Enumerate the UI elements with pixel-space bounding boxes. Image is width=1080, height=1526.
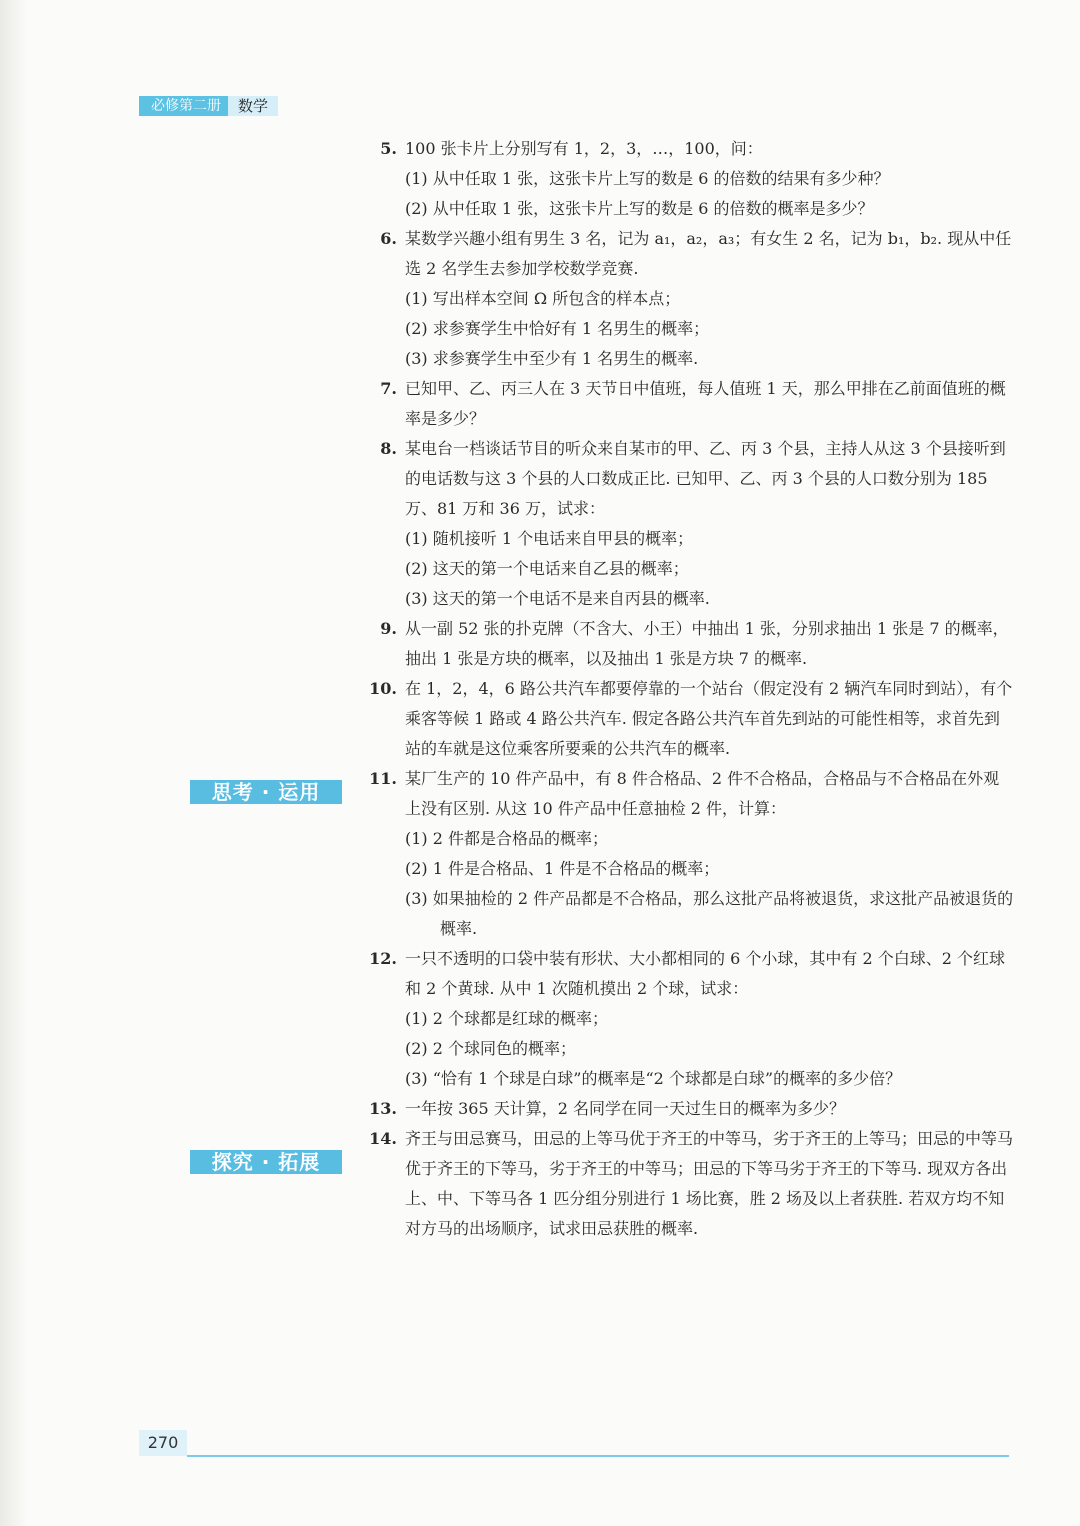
footer-rule — [187, 1455, 1009, 1457]
problem-5 — [368, 134, 1014, 224]
problem-10 — [368, 674, 1014, 764]
sub-question: (1) 从中任取 1 张，这张卡片上写的数是 6 的倍数的结果有多少种？ — [405, 169, 890, 188]
sub-question: (3) 求参赛学生中至少有 1 名男生的概率. — [405, 349, 699, 368]
sub-question: (3) 如果抽检的 2 件产品都是不合格品，那么这批产品将被退货，求这批产品被退货的概率. — [405, 889, 1014, 938]
problem-8 — [368, 434, 1014, 614]
book-spine-shadow — [0, 0, 28, 1526]
problem-text: 一只不透明的口袋中装有形状、大小都相同的 6 个小球，其中有 2 个白球、2 个红球和 2 个黄球. 从中 1 次随机摸出 2 个球，试求： — [405, 949, 1005, 998]
subject-title: 数学 — [228, 96, 278, 116]
sub-question: (1) 写出样本空间 Ω 所包含的样本点； — [405, 289, 681, 308]
problem-11 — [368, 764, 1014, 944]
problem-12 — [368, 944, 1014, 1094]
problem-6 — [368, 224, 1014, 374]
sub-question: (2) 从中任取 1 张，这张卡片上写的数是 6 的倍数的概率是多少？ — [405, 199, 874, 218]
problem-9 — [368, 614, 1014, 674]
problem-number: 10. — [369, 679, 397, 698]
problem-number: 13. — [369, 1099, 397, 1118]
problem-number: 11. — [369, 769, 397, 788]
sub-question: (1) 随机接听 1 个电话来自甲县的概率； — [405, 529, 694, 548]
problem-number: 6. — [380, 229, 397, 248]
problem-number: 9. — [380, 619, 397, 638]
sub-question: (1) 2 件都是合格品的概率； — [405, 829, 609, 848]
problem-text: 某电台一档谈话节目的听众来自某市的甲、乙、丙 3 个县，主持人从这 3 个县接听到的电话数与这 3 个县的人口数成正比. 已知甲、乙、丙 3 个县的人口数分别为 185 万、81 万和 36 万，试求： — [405, 439, 1006, 518]
section-tag-explore: 探究 · 拓展 — [190, 1150, 342, 1174]
problem-number: 5. — [380, 139, 397, 158]
problem-text: 齐王与田忌赛马，田忌的上等马优于齐王的中等马，劣于齐王的上等马；田忌的中等马优于齐王的下等马，劣于齐王的中等马；田忌的下等马劣于齐王的下等马. 现双方各出上、中、下等马各 1 匹分组分别进行 1 场比赛，胜 2 场及以上者获胜. 若双方均不知对方马的出场顺序，试求田忌获胜的概率. — [405, 1129, 1014, 1238]
sub-question: (2) 2 个球同色的概率； — [405, 1039, 577, 1058]
sub-question: (3) “恰有 1 个球是白球”的概率是“2 个球都是白球”的概率的多少倍？ — [405, 1069, 902, 1088]
problem-number: 7. — [380, 379, 397, 398]
problem-14 — [368, 1124, 1014, 1244]
problem-text: 某厂生产的 10 件产品中，有 8 件合格品、2 件不合格品，合格品与不合格品在外观上没有区别. 从这 10 件产品中任意抽检 2 件，计算： — [405, 769, 1000, 818]
sub-question: (2) 求参赛学生中恰好有 1 名男生的概率； — [405, 319, 710, 338]
page-number: 270 — [139, 1430, 187, 1456]
sub-question: (2) 1 件是合格品、1 件是不合格品的概率； — [405, 859, 720, 878]
problem-13 — [368, 1094, 1014, 1124]
problem-text: 从一副 52 张的扑克牌（不含大、小王）中抽出 1 张，分别求抽出 1 张是 7 的概率，抽出 1 张是方块的概率，以及抽出 1 张是方块 7 的概率. — [405, 619, 1009, 668]
problem-text: 已知甲、乙、丙三人在 3 天节日中值班，每人值班 1 天，那么甲排在乙前面值班的概率是多少？ — [405, 379, 1006, 428]
problem-number: 12. — [369, 949, 397, 968]
section-tag-apply: 思考 · 运用 — [190, 780, 342, 804]
problem-number: 14. — [369, 1129, 397, 1148]
exercise-list — [368, 134, 1014, 1244]
problem-text: 在 1，2，4，6 路公共汽车都要停靠的一个站台（假定没有 2 辆汽车同时到站），有个乘客等候 1 路或 4 路公共汽车. 假定各路公共汽车首先到站的可能性相等，求首先到站的车就是这位乘客所要乘的公共汽车的概率. — [405, 679, 1013, 758]
problem-text: 一年按 365 天计算，2 名同学在同一天过生日的概率为多少？ — [405, 1099, 845, 1118]
problem-number: 8. — [380, 439, 397, 458]
sub-question: (1) 2 个球都是红球的概率； — [405, 1009, 609, 1028]
sub-question: (3) 这天的第一个电话不是来自丙县的概率. — [405, 589, 710, 608]
problem-7 — [368, 374, 1014, 434]
running-header — [139, 96, 278, 116]
book-title: 必修第二册 — [139, 96, 228, 116]
problem-text: 100 张卡片上分别写有 1，2，3，…，100，问： — [405, 139, 763, 158]
problem-text: 某数学兴趣小组有男生 3 名，记为 a₁，a₂，a₃；有女生 2 名，记为 b₁，b₂. 现从中任选 2 名学生去参加学校数学竞赛. — [405, 229, 1012, 278]
sub-question: (2) 这天的第一个电话来自乙县的概率； — [405, 559, 689, 578]
